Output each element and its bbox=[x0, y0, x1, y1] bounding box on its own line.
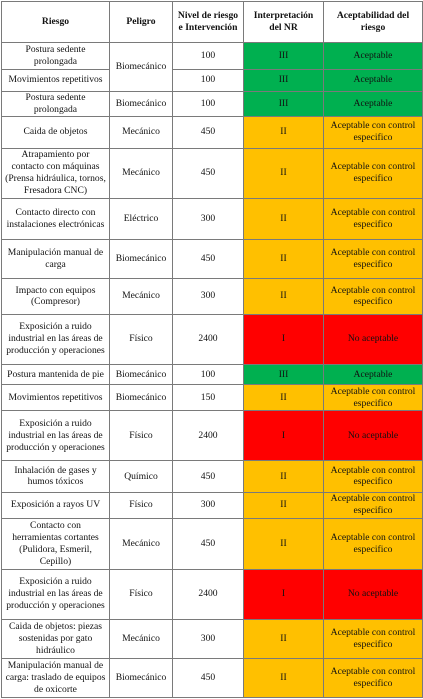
table-row bbox=[2, 364, 423, 385]
peligro-cell: Biomecánico bbox=[110, 91, 173, 117]
table-row bbox=[2, 239, 423, 278]
peligro-cell: Físico bbox=[110, 411, 173, 461]
peligro-cell: Biomecánico bbox=[110, 364, 173, 385]
peligro-cell: Físico bbox=[110, 315, 173, 365]
riesgo-cell: Movimientos repetitivos bbox=[2, 69, 110, 91]
interpretacion-cell: II bbox=[244, 658, 324, 697]
riesgo-cell: Inhalación de gases y humos tóxicos bbox=[2, 460, 110, 492]
nivel-cell: 450 bbox=[173, 658, 244, 697]
aceptabilidad-cell: No aceptable bbox=[324, 411, 423, 461]
table-row bbox=[2, 411, 423, 461]
riesgo-cell: Caida de objetos: piezas sostenidas por gato hidráulico bbox=[2, 620, 110, 658]
aceptabilidad-cell: Aceptable con control especifico bbox=[324, 148, 423, 199]
aceptabilidad-cell: No aceptable bbox=[324, 569, 423, 620]
riesgo-cell: Impacto con equipos (Compresor) bbox=[2, 278, 110, 314]
table-row bbox=[2, 518, 423, 569]
interpretacion-cell: II bbox=[244, 117, 324, 148]
table-row bbox=[2, 91, 423, 117]
aceptabilidad-cell: Aceptable con control especifico bbox=[324, 620, 423, 658]
interpretacion-cell: II bbox=[244, 518, 324, 569]
aceptabilidad-cell: Aceptable con control especifico bbox=[324, 199, 423, 239]
riesgo-cell: Exposición a ruido industrial en las áreas de producción y operaciones bbox=[2, 411, 110, 461]
risk-matrix-table bbox=[1, 1, 423, 698]
aceptabilidad-cell: Aceptable con control especifico bbox=[324, 518, 423, 569]
aceptabilidad-cell: Aceptable con control especifico bbox=[324, 278, 423, 314]
interpretacion-cell: II bbox=[244, 460, 324, 492]
aceptabilidad-cell: Aceptable bbox=[324, 69, 423, 91]
table-row bbox=[2, 385, 423, 411]
interpretacion-cell: III bbox=[244, 364, 324, 385]
table-row bbox=[2, 315, 423, 365]
table-row bbox=[2, 278, 423, 314]
interpretacion-cell: III bbox=[244, 43, 324, 70]
header-riesgo: Riesgo bbox=[2, 2, 110, 43]
nivel-cell: 300 bbox=[173, 278, 244, 314]
aceptabilidad-cell: No aceptable bbox=[324, 315, 423, 365]
interpretacion-cell: II bbox=[244, 620, 324, 658]
aceptabilidad-cell: Aceptable con control especifico bbox=[324, 658, 423, 697]
nivel-cell: 2400 bbox=[173, 315, 244, 365]
table-row bbox=[2, 148, 423, 199]
interpretacion-cell: II bbox=[244, 493, 324, 519]
aceptabilidad-cell: Aceptable con control especifico bbox=[324, 493, 423, 519]
riesgo-cell: Contacto con herramientas cortantes (Pulidora, Esmeril, Cepillo) bbox=[2, 518, 110, 569]
peligro-cell: Biomecánico bbox=[110, 385, 173, 411]
table-header-row bbox=[2, 2, 423, 43]
peligro-cell: Eléctrico bbox=[110, 199, 173, 239]
riesgo-cell: Postura mantenida de pie bbox=[2, 364, 110, 385]
nivel-cell: 450 bbox=[173, 460, 244, 492]
riesgo-cell: Manipulación manual de carga: traslado de equipos de oxicorte bbox=[2, 658, 110, 697]
nivel-cell: 450 bbox=[173, 148, 244, 199]
table-row bbox=[2, 69, 423, 91]
nivel-cell: 300 bbox=[173, 199, 244, 239]
peligro-cell: Biomecánico bbox=[110, 658, 173, 697]
riesgo-cell: Caida de objetos bbox=[2, 117, 110, 148]
riesgo-cell: Atrapamiento por contacto con máquinas (Prensa hidráulica, tornos, Fresadora CNC) bbox=[2, 148, 110, 199]
riesgo-cell: Movimientos repetitivos bbox=[2, 385, 110, 411]
aceptabilidad-cell: Aceptable con control especifico bbox=[324, 385, 423, 411]
table-row bbox=[2, 620, 423, 658]
interpretacion-cell: I bbox=[244, 569, 324, 620]
table-row bbox=[2, 43, 423, 70]
table-body bbox=[2, 43, 423, 698]
interpretacion-cell: II bbox=[244, 199, 324, 239]
nivel-cell: 300 bbox=[173, 493, 244, 519]
header-interpretacion: Interpretación del NR bbox=[244, 2, 324, 43]
peligro-cell: Mecánico bbox=[110, 518, 173, 569]
interpretacion-cell: III bbox=[244, 91, 324, 117]
nivel-cell: 100 bbox=[173, 43, 244, 70]
peligro-cell: Biomecánico bbox=[110, 239, 173, 278]
peligro-cell: Físico bbox=[110, 569, 173, 620]
nivel-cell: 450 bbox=[173, 117, 244, 148]
peligro-cell: Químico bbox=[110, 460, 173, 492]
nivel-cell: 100 bbox=[173, 69, 244, 91]
table-row bbox=[2, 493, 423, 519]
peligro-cell: Físico bbox=[110, 493, 173, 519]
aceptabilidad-cell: Aceptable bbox=[324, 364, 423, 385]
table-row bbox=[2, 199, 423, 239]
aceptabilidad-cell: Aceptable con control especifico bbox=[324, 460, 423, 492]
interpretacion-cell: II bbox=[244, 385, 324, 411]
peligro-cell: Mecánico bbox=[110, 278, 173, 314]
nivel-cell: 300 bbox=[173, 620, 244, 658]
riesgo-cell: Contacto directo con instalaciones electrónicas bbox=[2, 199, 110, 239]
table-row bbox=[2, 569, 423, 620]
interpretacion-cell: I bbox=[244, 411, 324, 461]
peligro-cell: Mecánico bbox=[110, 117, 173, 148]
header-nivel: Nivel de riesgo e Intervención bbox=[173, 2, 244, 43]
peligro-cell: Mecánico bbox=[110, 620, 173, 658]
riesgo-cell: Manipulación manual de carga bbox=[2, 239, 110, 278]
header-aceptabilidad: Aceptabilidad del riesgo bbox=[324, 2, 423, 43]
interpretacion-cell: I bbox=[244, 315, 324, 365]
nivel-cell: 2400 bbox=[173, 569, 244, 620]
aceptabilidad-cell: Aceptable bbox=[324, 43, 423, 70]
nivel-cell: 100 bbox=[173, 91, 244, 117]
riesgo-cell: Exposición a rayos UV bbox=[2, 493, 110, 519]
interpretacion-cell: II bbox=[244, 239, 324, 278]
aceptabilidad-cell: Aceptable con control especifico bbox=[324, 117, 423, 148]
header-peligro: Peligro bbox=[110, 2, 173, 43]
peligro-cell: Mecánico bbox=[110, 148, 173, 199]
table-row bbox=[2, 460, 423, 492]
interpretacion-cell: II bbox=[244, 278, 324, 314]
nivel-cell: 100 bbox=[173, 364, 244, 385]
interpretacion-cell: III bbox=[244, 69, 324, 91]
riesgo-cell: Exposición a ruido industrial en las áreas de producción y operaciones bbox=[2, 569, 110, 620]
nivel-cell: 2400 bbox=[173, 411, 244, 461]
riesgo-cell: Exposición a ruido industrial en las áreas de producción y operaciones bbox=[2, 315, 110, 365]
nivel-cell: 150 bbox=[173, 385, 244, 411]
table-row bbox=[2, 658, 423, 697]
peligro-cell: Biomecánico bbox=[110, 43, 173, 92]
riesgo-cell: Postura sedente prolongada bbox=[2, 91, 110, 117]
interpretacion-cell: II bbox=[244, 148, 324, 199]
table-row bbox=[2, 117, 423, 148]
nivel-cell: 450 bbox=[173, 518, 244, 569]
aceptabilidad-cell: Aceptable bbox=[324, 91, 423, 117]
riesgo-cell: Postura sedente prolongada bbox=[2, 43, 110, 70]
nivel-cell: 450 bbox=[173, 239, 244, 278]
aceptabilidad-cell: Aceptable con control especifico bbox=[324, 239, 423, 278]
